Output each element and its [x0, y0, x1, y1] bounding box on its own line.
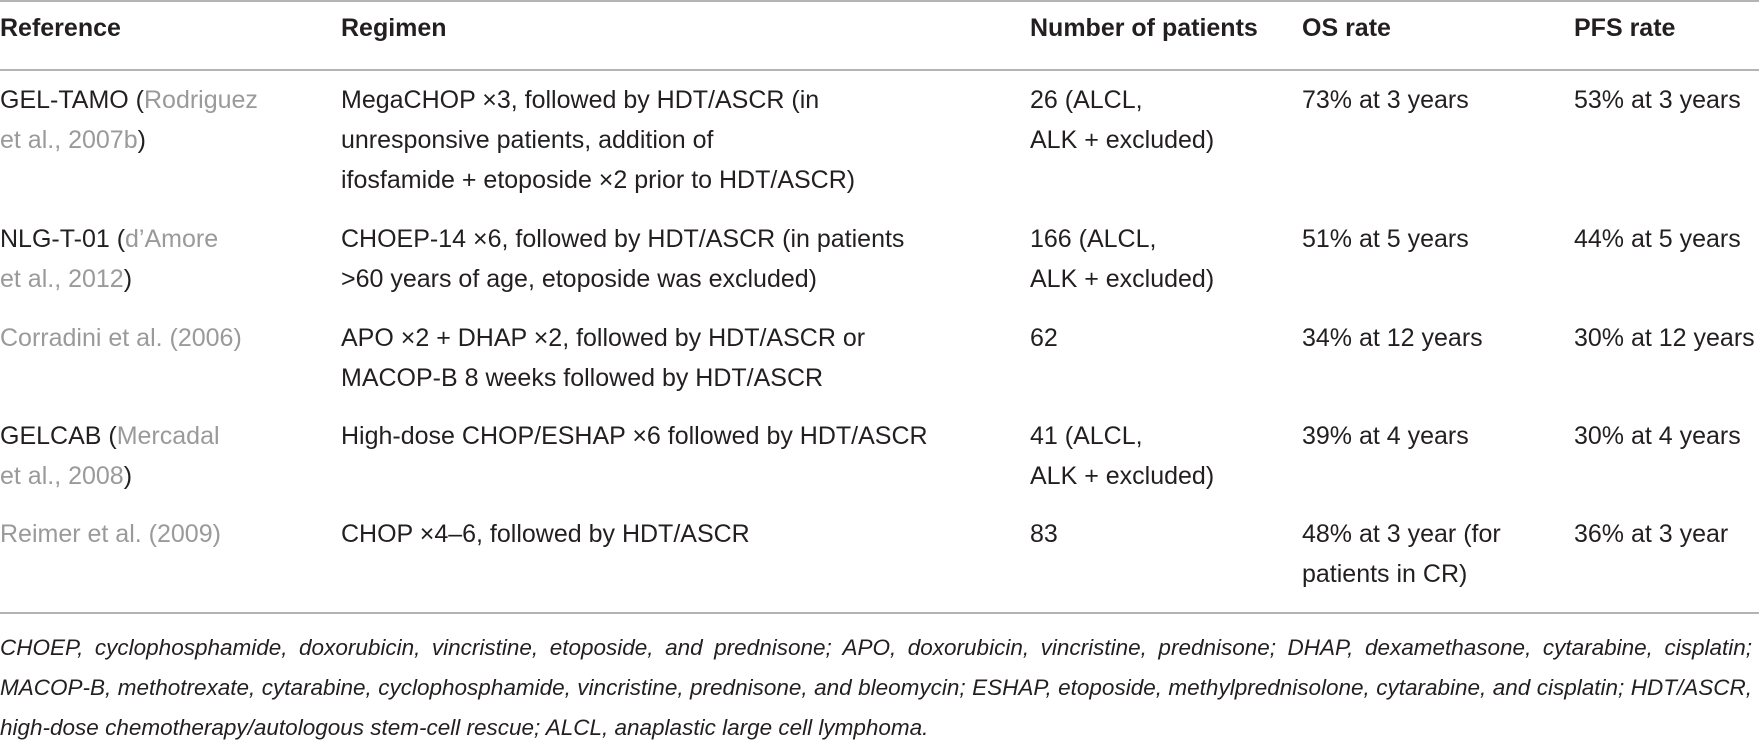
reference-name: GELCAB ( — [0, 422, 117, 450]
citation-link[interactable]: Corradini et al. (2006) — [0, 324, 242, 352]
pfs-rate-line: 30% at 4 years — [1574, 422, 1741, 450]
patients-line: 83 — [1030, 520, 1058, 548]
table-top-rule — [0, 0, 1759, 2]
regimen-line: >60 years of age, etoposide was excluded) — [341, 265, 818, 293]
patients-line: ALK + excluded) — [1030, 126, 1215, 154]
citation-link[interactable]: et al., 2008 — [0, 462, 124, 490]
header-regimen: Regimen — [341, 14, 447, 42]
patients-line: ALK + excluded) — [1030, 462, 1215, 490]
citation-link[interactable]: Mercadal — [116, 422, 220, 450]
regimen-line: High-dose CHOP/ESHAP ×6 followed by HDT/ASCR — [341, 422, 928, 450]
citation-link[interactable]: d’Amore — [125, 225, 219, 253]
header-rule — [0, 69, 1759, 71]
os-rate-line: 73% at 3 years — [1302, 86, 1469, 114]
reference-cell — [0, 219, 218, 259]
reference-cell-line2 — [0, 456, 132, 496]
reference-cell-line2 — [0, 259, 132, 299]
reference-paren: ) — [123, 462, 133, 490]
header-os-rate: OS rate — [1302, 14, 1391, 42]
citation-link[interactable]: et al., 2007b — [0, 126, 138, 154]
regimen-line: MACOP-B 8 weeks followed by HDT/ASCR — [341, 364, 824, 392]
os-rate-line: 39% at 4 years — [1302, 422, 1469, 450]
os-rate-line: 34% at 12 years — [1302, 324, 1483, 352]
pfs-rate-line: 36% at 3 year — [1574, 520, 1729, 548]
reference-paren: ) — [137, 126, 146, 154]
reference-cell — [0, 80, 258, 120]
patients-line: ALK + excluded) — [1030, 265, 1215, 293]
regimen-line: CHOEP-14 ×6, followed by HDT/ASCR (in patients — [341, 225, 905, 253]
reference-cell — [0, 416, 220, 456]
reference-name: GEL-TAMO ( — [0, 86, 144, 114]
reference-paren: ) — [123, 265, 133, 293]
header-reference: Reference — [0, 14, 121, 42]
regimen-line: MegaCHOP ×3, followed by HDT/ASCR (in — [341, 86, 820, 114]
reference-name: NLG-T-01 ( — [0, 225, 126, 253]
os-rate-line: patients in CR) — [1302, 560, 1468, 588]
regimen-line: CHOP ×4–6, followed by HDT/ASCR — [341, 520, 750, 548]
patients-line: 62 — [1030, 324, 1058, 352]
citation-link[interactable]: Rodriguez — [143, 86, 258, 114]
citation-link[interactable]: Reimer et al. (2009) — [0, 520, 221, 548]
table-bottom-rule — [0, 612, 1759, 614]
pfs-rate-line: 44% at 5 years — [1574, 225, 1741, 253]
patients-line: 26 (ALCL, — [1030, 86, 1143, 114]
patients-line: 166 (ALCL, — [1030, 225, 1157, 253]
patients-line: 41 (ALCL, — [1030, 422, 1143, 450]
table-footnote: CHOEP, cyclophosphamide, doxorubicin, vincristine, etoposide, and prednisone; APO, doxorubicin, vincristine, prednisone; DHAP, dexamethasone, cytarabine, cisplatin; MACOP-B, methotrexate, cytarabine, cyclophosphamide, vincristine, prednisone, and bleomycin; ESHAP, etoposide, methylprednisolone, cytarabine, and cisplatin; HDT/ASCR, high-dose chemotherapy/autologous stem-cell rescue; ALCL, anaplastic large cell lymphoma. — [0, 635, 1752, 740]
regimen-line: unresponsive patients, addition of — [341, 126, 714, 154]
regimen-line: APO ×2 + DHAP ×2, followed by HDT/ASCR or — [341, 324, 866, 352]
citation-link[interactable]: et al., 2012 — [0, 265, 124, 293]
pfs-rate-line: 30% at 12 years — [1574, 324, 1755, 352]
os-rate-line: 51% at 5 years — [1302, 225, 1469, 253]
pfs-rate-line: 53% at 3 years — [1574, 86, 1741, 114]
regimen-line: ifosfamide + etoposide ×2 prior to HDT/ASCR) — [341, 166, 856, 194]
os-rate-line: 48% at 3 year (for — [1302, 520, 1501, 548]
header-pfs-rate: PFS rate — [1574, 14, 1676, 42]
header-number-of-patients: Number of patients — [1030, 14, 1258, 42]
reference-cell-line2 — [0, 120, 146, 160]
